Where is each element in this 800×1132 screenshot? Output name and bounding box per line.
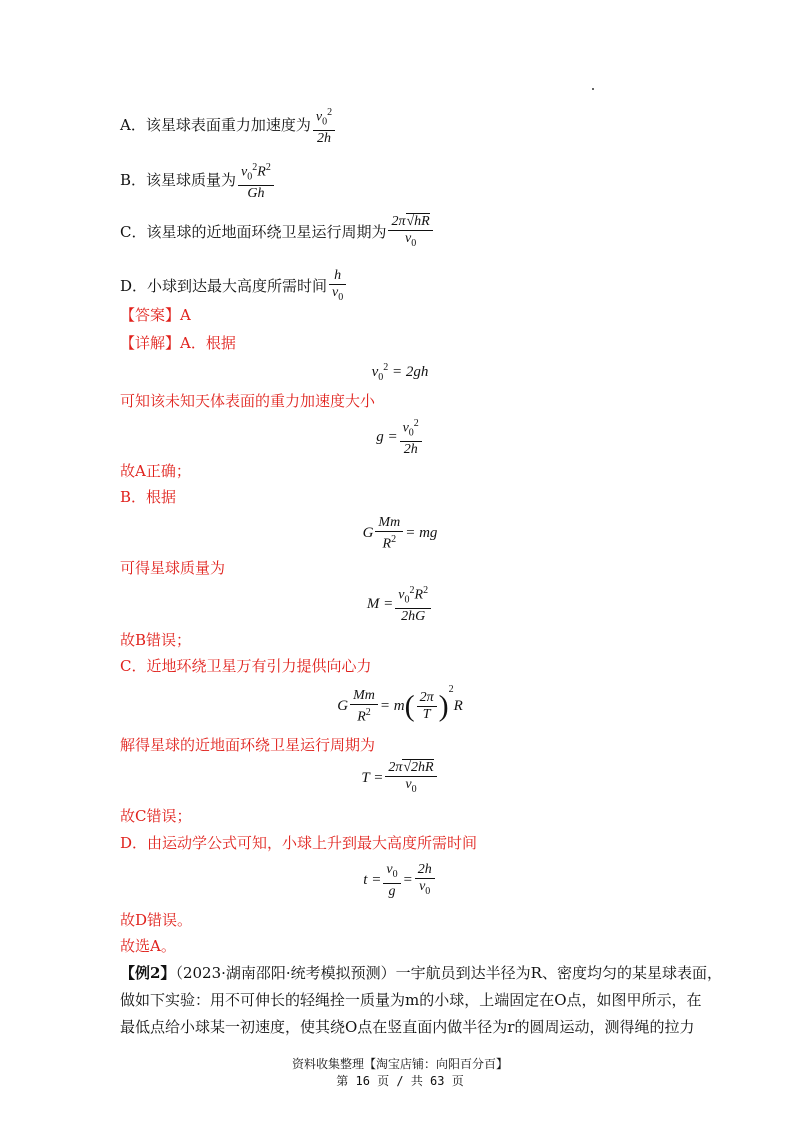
- equation-6: T = $\frac{2\pi√2hR}{v_0}$: [0, 760, 800, 798]
- option-c: [120, 214, 435, 252]
- option-a-formula: $\frac{v_0^2}{2h}$: [313, 105, 335, 147]
- step-7: 解得星球的近地面环绕卫星运行周期为: [120, 736, 376, 754]
- page-number: 第 16 页 / 共 63 页: [336, 1074, 464, 1088]
- option-c-text: C．该星球的近地面环绕卫星运行周期为: [120, 222, 387, 241]
- example-line-2: 做如下实验：用不可伸长的轻绳拴一质量为m的小球，上端固定在O点，如图甲所示，在: [120, 991, 702, 1009]
- step-9: D．由运动学公式可知，小球上升到最大高度所需时间: [120, 834, 478, 852]
- equation-4: M = $\frac{v_0^2R^2}{2hG}$: [0, 583, 800, 625]
- step-5: 故B错误；: [120, 631, 192, 649]
- example-tag: 【例2】: [120, 964, 176, 982]
- option-d-text: D．小球到达最大高度所需时间: [120, 276, 328, 295]
- option-b-text: B．该星球质量为: [120, 171, 237, 190]
- equation-5: G $\frac{Mm}{R^2}$ = m( $\frac{2\pi}{T}$ )$^2$R: [337, 684, 463, 725]
- step-2: 故A正确；: [120, 462, 191, 480]
- step-3: B．根据: [120, 488, 177, 506]
- step-8: 故C错误；: [120, 807, 192, 825]
- answer-line: 【答案】A: [120, 306, 191, 324]
- step-11: 故选A。: [120, 937, 176, 955]
- equation-1: $v_0^2 = 2gh$: [371, 362, 429, 383]
- footer-source: 资料收集整理【淘宝店铺：向阳百分百】: [291, 1057, 508, 1071]
- equation-3: G $\frac{Mm}{R^2}$ = mg: [362, 515, 438, 552]
- option-a: [120, 105, 337, 147]
- step-6: C．近地环绕卫星万有引力提供向心力: [120, 657, 372, 675]
- example-text-1: （2023·湖南邵阳·统考模拟预测）一宇航员到达半径为R、密度均匀的某星球表面，: [175, 964, 722, 982]
- detail-line: 【详解】A．根据: [120, 334, 236, 352]
- option-d-formula: $\frac{h}{v_0}$: [329, 268, 346, 306]
- example-line-3: 最低点给小球某一初速度，使其绕O点在竖直面内做半径为r的圆周运动，测得绳的拉力: [120, 1018, 695, 1036]
- stray-mark: [592, 88, 594, 90]
- option-c-formula: $\frac{2\pi√hR}{v_0}$: [388, 214, 432, 252]
- option-d: [120, 268, 348, 306]
- option-a-text: A．该星球表面重力加速度为: [120, 116, 311, 135]
- step-10: 故D错误。: [120, 911, 193, 929]
- step-1: 可知该未知天体表面的重力加速度大小: [120, 392, 376, 410]
- option-b-formula: $\frac{v_0^2R^2}{Gh}$: [238, 160, 274, 202]
- step-4: 可得星球质量为: [120, 559, 226, 577]
- equation-2: g = $\frac{v_0^2}{2h}$: [0, 416, 800, 458]
- example-line-1: [120, 963, 722, 983]
- option-b: [120, 160, 276, 202]
- equation-7: t = $\frac{v_0}{g}$ = $\frac{2h}{v_0}$: [0, 862, 800, 900]
